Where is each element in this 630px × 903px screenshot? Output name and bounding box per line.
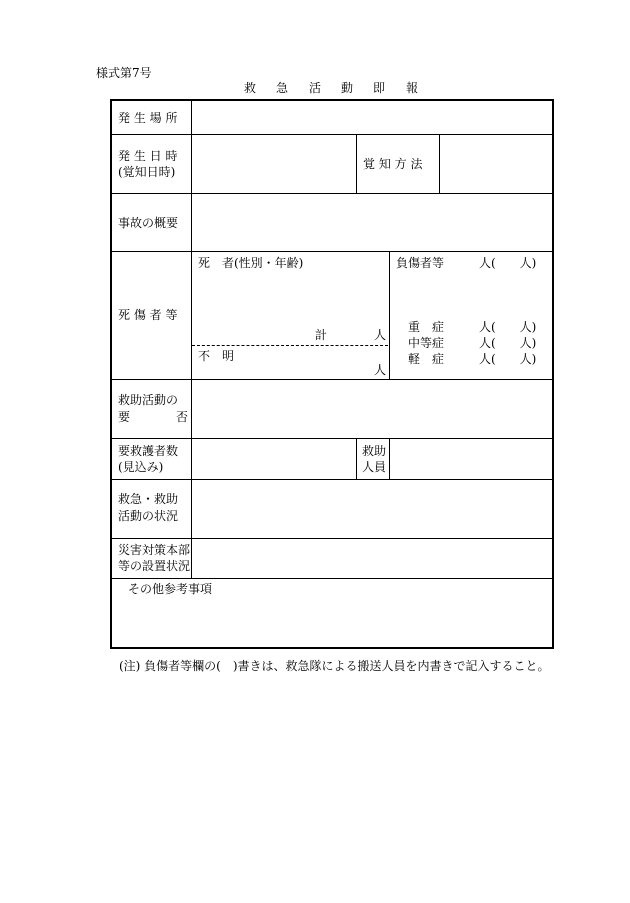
rescued-field[interactable] [390,439,552,479]
datetime-field[interactable] [192,135,356,193]
title-char: 報 [406,81,419,95]
moderate-label: 中等症 [408,336,445,350]
title-char: 急 [276,81,289,95]
rescuees-field[interactable] [192,439,356,479]
hq-status-sublabel: 等の設置状況 [118,559,191,573]
rescued-sublabel: 人員 [362,460,387,474]
title-char: 活 [309,81,322,95]
rescue-need-field[interactable] [192,380,552,438]
total-unit: 人 [374,328,387,342]
detection-method-field[interactable] [440,135,552,193]
other-notes-label: その他参考事項 [128,582,213,596]
rescue-need-sublabel-a: 要 [118,410,131,424]
activity-status-sublabel: 活動の状況 [118,509,179,523]
title-char: 即 [373,81,386,95]
footnote: (注) 負傷者等欄の( )書きは、救急隊による搬送人員を内書きで記入すること。 [119,659,550,673]
total-label: 計 [315,328,328,342]
moderate-unit: 人( 人) [479,336,537,350]
activity-status-label: 救急・救助 [118,492,179,506]
dead-label: 死 者(性別・年齢) [198,256,304,270]
severe-label: 重 症 [408,320,445,334]
other-notes-field[interactable] [112,599,552,647]
report-form [110,99,554,649]
datetime-sublabel: (覚知日時) [118,165,176,179]
accident-summary-label: 事故の概要 [118,216,179,230]
rescuees-label: 要救護者数 [118,444,179,458]
title-char: 救 [244,81,257,95]
injured-header-unit: 人( 人) [479,256,537,270]
unknown-unit: 人 [374,363,387,377]
title-char: 動 [341,81,354,95]
datetime-label: 発 生 日 時 [118,149,178,163]
severe-unit: 人( 人) [479,320,537,334]
hq-status-field[interactable] [192,539,552,578]
minor-unit: 人( 人) [479,352,537,366]
rescuees-sublabel: (見込み) [118,460,164,474]
activity-status-field[interactable] [192,480,552,538]
minor-label: 軽 症 [408,352,445,366]
casualties-label: 死 傷 者 等 [118,308,178,322]
rescue-need-label: 救助活動の [118,393,179,407]
rescue-need-sublabel-b: 否 [176,410,189,424]
location-label: 発 生 場 所 [118,111,178,125]
accident-summary-field[interactable] [192,194,552,251]
rescued-label: 救助 [362,444,387,458]
detection-method-label: 覚 知 方 法 [363,157,423,171]
unknown-label: 不 明 [198,349,235,363]
injured-header: 負傷者等 [396,256,445,270]
hq-status-label: 災害対策本部 [118,543,191,557]
form-number: 様式第7号 [96,66,152,80]
location-field[interactable] [192,101,552,134]
